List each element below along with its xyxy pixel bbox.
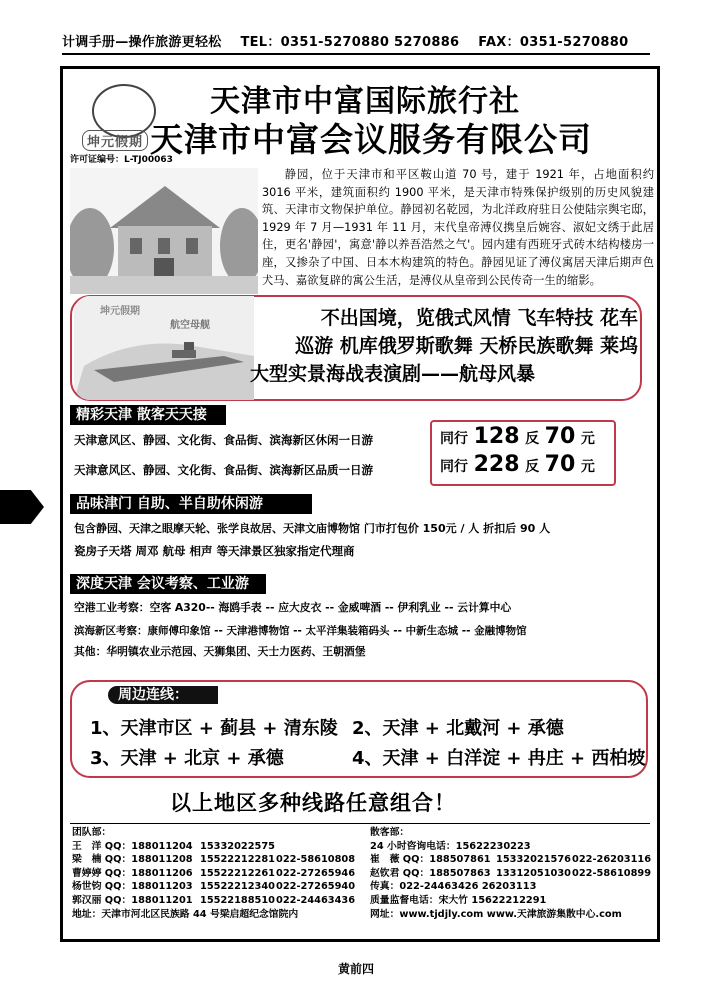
tour-item: 其他：华明镇农业示范园、天狮集团、天士力医药、王朝酒堡	[74, 645, 366, 658]
building-icon	[70, 168, 258, 294]
contact-cell: 13312051030	[496, 867, 571, 879]
page-arrow-icon	[0, 490, 44, 524]
contact-cell: 15332021576	[496, 854, 571, 866]
routes-heading: 周边连线：	[108, 686, 218, 704]
tour-item: 天津意风区、静园、文化街、食品街、滨海新区休闲一日游	[74, 433, 373, 447]
retail-department	[370, 826, 652, 921]
header-fax: FAX：0351-5270880	[478, 35, 629, 50]
header-bar	[62, 31, 650, 55]
photo-caption-1: 坤元假期	[100, 306, 140, 317]
combo-slogan: 以上地区多种线路任意组合！	[170, 791, 456, 815]
contact-cell: 022-24463436	[276, 894, 356, 906]
route-item: 4、天津 + 白洋淀 + 冉庄 + 西柏坡	[352, 748, 646, 769]
contact-cell: 022-58610899	[572, 867, 652, 879]
contact-cell: 15522188510	[200, 894, 275, 906]
contact-cell: 梁 楠 QQ：188011208	[72, 854, 193, 866]
contact-cell: 曹婷婷 QQ：188011206	[72, 867, 193, 879]
contact-row	[72, 894, 356, 908]
contact-cell: 郭汉丽 QQ：188011201	[72, 894, 193, 906]
contact-cell: 15522212281	[200, 854, 275, 866]
promo-line: 不出国境，览俄式风情 飞车特技 花车	[320, 307, 638, 329]
license-number: 许可证编号：L-TJ00063	[70, 155, 173, 165]
tour-item: 滨海新区考察：康师傅印象馆 -- 天津港博物馆 -- 太平洋集装箱码头 -- 中新生态城 -- 金融博物馆	[74, 625, 527, 637]
jingyuan-photo	[70, 168, 258, 294]
contact-cell: 15332022575	[200, 840, 275, 852]
carrier-photo	[74, 296, 254, 400]
photo-caption-2: 航空母舰	[170, 320, 210, 331]
tour-item: 包含静园、天津之眼摩天轮、张学良故居、天津文庙博物馆 门市打包价 150元 / 人 折扣后 90 人	[74, 522, 551, 535]
header-tel: TEL：0351-5270880 5270886	[240, 35, 460, 50]
promo-line: 大型实景海战表演剧——航母风暴	[250, 363, 536, 385]
contact-cell: 王 洋 QQ：188011204	[72, 840, 193, 852]
contact-row	[370, 867, 652, 881]
retail-heading: 散客部：	[370, 827, 410, 838]
retail-fax: 传真：022-24463426 26203113	[370, 881, 537, 893]
contact-cell: 赵钦君 QQ：188507863	[370, 867, 491, 879]
contact-cell: 022-58610808	[276, 854, 356, 866]
contact-cell: 15522212261	[200, 867, 275, 879]
team-address: 地址：天津市河北区民族路 44 号梁启超纪念馆院内	[72, 908, 299, 920]
tour-item: 天津意风区、静园、文化街、食品街、滨海新区品质一日游	[74, 463, 373, 477]
retail-website[interactable]: 网址：www.tjdjly.com www.天津旅游集散中心.com	[370, 908, 622, 920]
jingyuan-description: 静园，位于天津市和平区鞍山道 70 号，建于 1921 年，占地面积约 3016 平米，建筑面积约 1900 平米，是天津市特殊保护级别的历史风貌建筑、天津市文物保护单位。静园初名乾园，为北洋政府驻日公使陆宗舆宅邸，1929 年 7 月—1931 年 11 月，末代皇帝溥仪携皇后婉容、淑妃文绣于此居住，更名'静园'，寓意'静以养吾浩然之气'。园内建有西班牙式砖木结构楼房一座，又掺杂了中国、日本木构建筑的特色。静园见证了溥仪寓居天津后期声色犬马、嘉欲复辟的寓公生活，是溥仪从皇帝到公民传奇一生的缩影。	[262, 168, 654, 287]
company-title: 天津市中富会议服务有限公司	[150, 120, 592, 159]
team-department	[72, 826, 356, 921]
retail-quality: 质量监督电话：宋大竹 15622212291	[370, 894, 547, 906]
contact-cell: 022-27265940	[276, 881, 356, 893]
page-footer: 黄前四	[338, 962, 375, 976]
contact-cell: 崔 薇 QQ：188507861	[370, 854, 491, 866]
promo-line: 巡游 机库俄罗斯歌舞 天桥民族歌舞 莱坞	[295, 335, 638, 357]
agency-title: 天津市中富国际旅行社	[210, 84, 520, 119]
contact-row	[72, 880, 356, 894]
route-item: 2、天津 + 北戴河 + 承德	[352, 718, 564, 739]
contact-row	[370, 853, 652, 867]
route-item: 3、天津 + 北京 + 承德	[90, 748, 284, 769]
section-heading-3: 深度天津 会议考察、工业游	[70, 574, 266, 594]
price-line-2: 同行 228 反 70 元	[440, 452, 595, 477]
header-slogan: 计调手册—操作旅游更轻松	[62, 35, 222, 50]
contact-row	[72, 867, 356, 881]
tour-item: 空港工业考察：空客 A320-- 海鸥手表 -- 应大皮衣 -- 金威啤酒 -- 伊利乳业 -- 云计算中心	[74, 601, 512, 614]
contact-cell: 杨世钧 QQ：188011203	[72, 881, 193, 893]
retail-hotline: 24 小时咨询电话：15622230223	[370, 840, 531, 852]
team-heading: 团队部：	[72, 827, 112, 838]
section-heading-2: 品味津门 自助、半自助休闲游	[70, 494, 312, 514]
promo-text	[240, 304, 638, 388]
team-rows	[72, 840, 356, 908]
contact-cell: 15522212340	[200, 881, 275, 893]
retail-rows	[370, 853, 652, 880]
contact-cell: 022-26203116	[572, 854, 652, 866]
contact-row	[72, 853, 356, 867]
route-item: 1、天津市区 + 蓟县 + 清东陵	[90, 718, 338, 739]
contact-row	[72, 840, 356, 854]
section-heading-1: 精彩天津 散客天天接	[70, 405, 226, 425]
contact-cell: 022-27265946	[276, 867, 356, 879]
logo-text: 坤元假期	[82, 130, 148, 151]
tour-item: 瓷房子天塔 周邓 航母 相声 等天津景区独家指定代理商	[74, 544, 355, 558]
price-line-1: 同行 128 反 70 元	[440, 424, 595, 449]
